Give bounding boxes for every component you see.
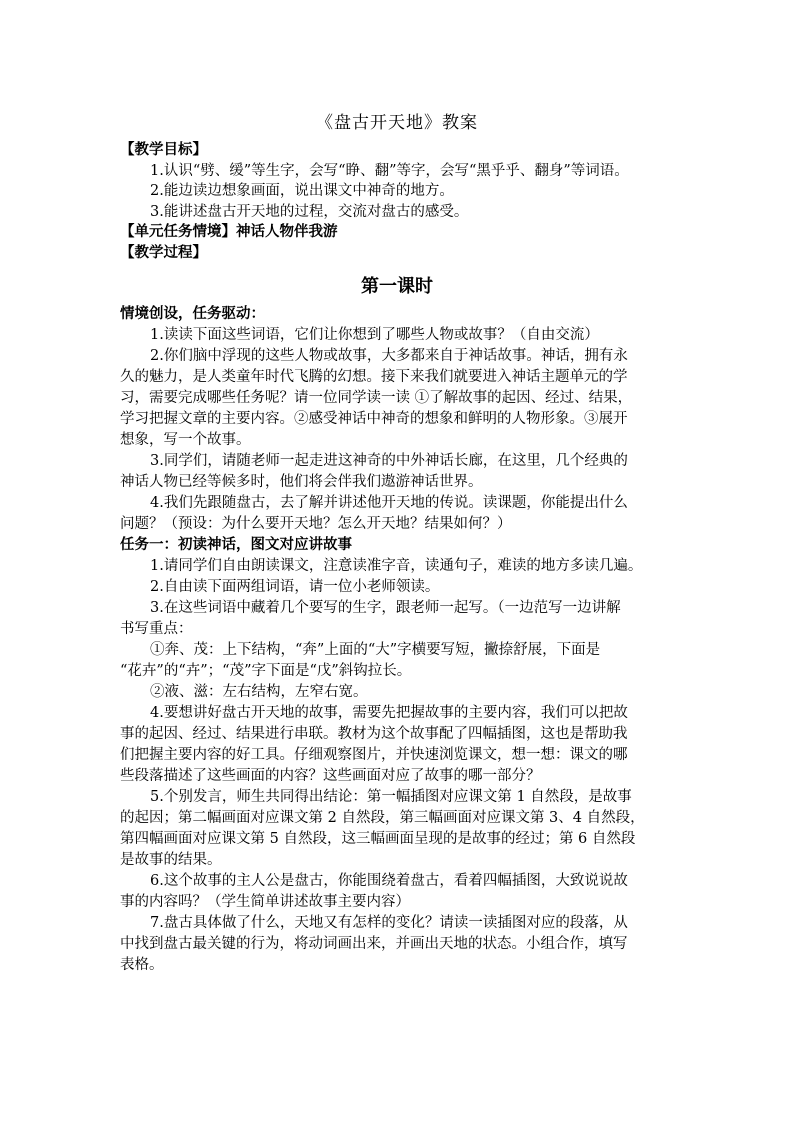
paragraph-line: 久的魅力，是人类童年时代飞腾的幻想。接下来我们就要进入神话主题单元的学 [120,369,628,385]
goal-item: 3.能讲述盘古开天地的过程，交流对盘古的感受。 [150,204,469,220]
paragraph-line: ②液、滋：左右结构，左窄右宽。 [150,684,368,700]
paragraph-line: 神话人物已经等候多时，他们将会伴我们遨游神话世界。 [120,474,483,490]
paragraph-line: 事的内容吗？（学生简单讲述故事主要内容） [120,894,410,910]
paragraph-line: 1.请同学们自由朗读课文，注意读准字音，读通句子，难读的地方多读几遍。 [150,558,643,574]
paragraph-line: 们把握主要内容的好工具。仔细观察图片，并快速浏览课文，想一想：课文的哪 [120,747,628,763]
paragraph-line: 5.个别发言，师生共同得出结论：第一幅插图对应课文第 1 自然段，是故事 [150,789,632,805]
paragraph-line: 想象，写一个故事。 [120,432,251,448]
paragraph-line: 书写重点： [120,621,193,637]
paragraph-line: 7.盘古具体做了什么，天地又有怎样的变化？请读一读插图对应的段落，从 [150,915,628,931]
document-title: 《盘古开天地》教案 [316,113,478,133]
paragraph-line: 2.你们脑中浮现的这些人物或故事，大多都来自于神话故事。神话，拥有永 [150,348,628,364]
paragraph-line: 是故事的结果。 [120,852,222,868]
paragraph-line: 4.要想讲好盘古开天地的故事，需要先把握故事的主要内容，我们可以把故 [150,705,628,721]
paragraph-line: 6.这个故事的主人公是盘古，你能围绕着盘古，看着四幅插图，大致说说故 [150,873,628,889]
lesson-title: 第一课时 [361,276,433,297]
section-heading: 情境创设，任务驱动： [120,306,265,322]
paragraph-line: 习，需要完成哪些任务呢？请一位同学读一读 ①了解故事的起因、经过、结果， [120,390,633,406]
paragraph-line: 4.我们先跟随盘古，去了解并讲述他开天地的传说。读课题，你能提出什么 [150,495,628,511]
paragraph-line: 些段落描述了这些画面的内容？这些画面对应了故事的哪一部分？ [120,768,541,784]
goal-item: 2.能边读边想象画面，说出课文中神奇的地方。 [150,183,454,199]
paragraph-line: 的起因；第二幅画面对应课文第 2 自然段，第三幅画面对应课文第 3、4 自然段， [120,810,645,826]
paragraph-line: ①奔、茂：上下结构，“奔”上面的“大”字横要写短，撇捺舒展，下面是 [150,642,601,658]
paragraph-line: 3.同学们，请随老师一起走进这神奇的中外神话长廊，在这里，几个经典的 [150,453,628,469]
goal-item: 1.认识“劈、缓”等生字，会写“睁、翻”等字，会写“黑乎乎、翻身”等词语。 [150,163,629,179]
paragraph-line: 表格。 [120,957,164,973]
paragraph-line: 2.自由读下面两组词语，请一位小老师领读。 [150,579,440,595]
process-heading: 【教学过程】 [120,245,207,261]
paragraph-line: 事的起因、经过、结果进行串联。教材为这个故事配了四幅插图，这也是帮助我 [120,726,628,742]
paragraph-line: 问题？（预设：为什么要开天地？怎么开天地？结果如何？） [120,516,512,532]
paragraph-line: 第四幅画面对应课文第 5 自然段，这三幅画面呈现的是故事的经过；第 6 自然段 [120,831,636,847]
paragraph-line: 中找到盘古最关键的行为，将动词画出来，并画出天地的状态。小组合作，填写 [120,936,628,952]
task-heading: 任务一：初读神话，图文对应讲故事 [120,537,352,553]
paragraph-line: 1.读读下面这些词语，它们让你想到了哪些人物或故事？（自由交流） [150,327,599,343]
paragraph-line: 学习把握文章的主要内容。②感受神话中神奇的想象和鲜明的人物形象。③展开 [120,411,628,427]
paragraph-line: 3.在这些词语中藏着几个要写的生字，跟老师一起写。（一边范写一边讲解 [150,600,621,616]
goals-heading: 【教学目标】 [120,142,207,158]
unit-task: 【单元任务情境】神话人物伴我游 [120,224,338,240]
paragraph-line: “花卉”的“卉”；“茂”字下面是“戊”斜钩拉长。 [120,663,412,679]
